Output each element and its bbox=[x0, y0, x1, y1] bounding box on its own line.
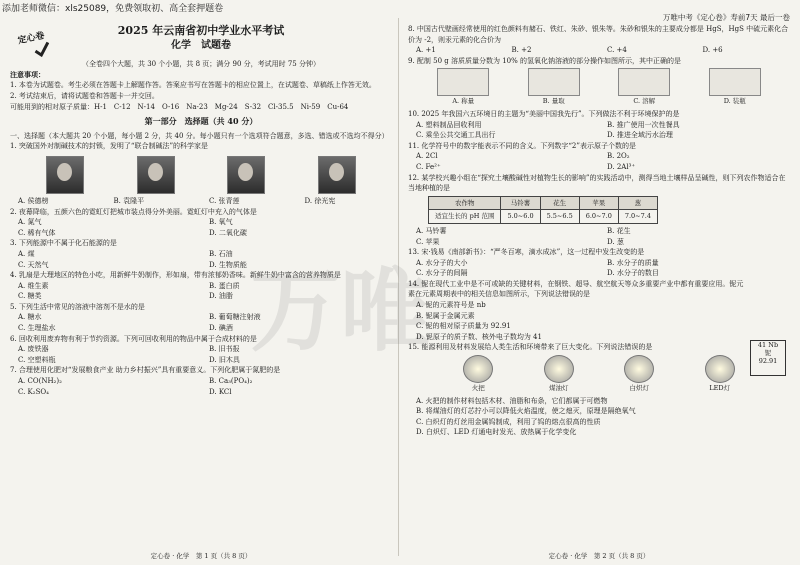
light-item bbox=[463, 355, 493, 394]
q3-options bbox=[10, 249, 392, 270]
question-10: 10. 2025 年我国六五环境日的主题为“美丽中国我先行”。下列做法不利于环境保护的是 bbox=[408, 109, 680, 118]
option: C. Fe²⁺ bbox=[416, 162, 441, 171]
option: B. 2O₂ bbox=[607, 152, 630, 161]
option: C. 空塑料瓶 bbox=[18, 355, 56, 364]
page-footer: 定心卷 · 化学 第 1 页（共 8 页） bbox=[150, 552, 252, 561]
light-item bbox=[544, 355, 574, 394]
table-cell: 5.0~6.0 bbox=[501, 210, 540, 224]
balance-image bbox=[437, 68, 489, 96]
question-7: 7. 合理使用化肥对“发展粮食产业 助力乡村振兴”具有重要意义。下列化肥属于氮肥的是 bbox=[10, 366, 281, 375]
table-cell: 6.0~7.0 bbox=[579, 210, 618, 224]
option: C. 天然气 bbox=[18, 260, 49, 269]
option: C. 张青莲 bbox=[209, 196, 240, 205]
notice-1: 1. 本卷为试题卷。考生必须在答题卡上解题作答。答案应书写在答题卡的相应位置上，在试题卷、草稿纸上作答无效。 bbox=[10, 81, 376, 90]
question-14: 14. 铌在现代工业中是不可或缺的关键材料，在钢铁、超导、航空航天等众多重要产业中都有重要应用。铌元素在元素周期表中的相关信息如图所示，下列说法错误的是 bbox=[408, 279, 744, 299]
torch-image bbox=[463, 355, 493, 383]
image-caption: 白炽灯 bbox=[629, 384, 649, 393]
element-name: 铌 bbox=[764, 349, 772, 357]
q4-options bbox=[10, 281, 392, 302]
q13-options bbox=[408, 258, 790, 279]
option: A. 糖水 bbox=[18, 313, 42, 322]
section1-instructions: 一、选择题（本大题共 20 个小题，每小题 2 分，共 40 分。每小题只有一个选项符合题意，多选、错选或不选均不得分） bbox=[10, 131, 389, 140]
question-3: 3. 下列能源中不属于化石能源的是 bbox=[10, 239, 117, 248]
option: A. +1 bbox=[416, 46, 436, 55]
q2-options bbox=[10, 217, 392, 238]
option: A. 煤 bbox=[18, 249, 35, 258]
option: D. 推进全域污水治理 bbox=[607, 131, 673, 140]
option: A. 火把的制作材料包括木材、油脂和布条，它们都属于可燃物 bbox=[416, 396, 608, 405]
option: A. 铌的元素符号是 nb bbox=[416, 301, 486, 310]
question-11: 11. 化学符号中的数字能表示不同的含义。下列数字“2”表示原子个数的是 bbox=[408, 141, 636, 150]
option: B. 量取 bbox=[542, 97, 565, 106]
q14-options bbox=[408, 300, 790, 342]
option: D. 生物质能 bbox=[209, 260, 247, 269]
table-cell: 5.5~6.5 bbox=[540, 210, 579, 224]
bulb-image bbox=[624, 355, 654, 383]
q12-options bbox=[408, 226, 790, 247]
portrait-image bbox=[46, 156, 84, 194]
option: B. 将煤油灯的灯芯拧小可以降低火焰温度，使之熄灭，原理是隔绝氧气 bbox=[416, 407, 636, 416]
option: B. 袁隆平 bbox=[113, 196, 145, 205]
table-header: 葱 bbox=[618, 196, 657, 210]
question-9: 9. 配制 50 g 溶质质量分数为 10% 的氢氧化钠溶液的部分操作如图所示，其中正确的是 bbox=[408, 56, 681, 65]
option: B. +2 bbox=[511, 46, 532, 55]
option: C. +4 bbox=[607, 46, 627, 55]
question-8: 8. 中国古代壁画经常使用的红色颜料有赭石、铁红、朱砂、银朱等。朱砂和银朱的主要成分都是 HgS，HgS 中硫元素化合价为 -2，则汞元素的化合价为 bbox=[408, 25, 789, 44]
series-header: 万唯中考《定心卷》寿前7天 最后一卷 bbox=[662, 13, 790, 22]
option: C. 生理盐水 bbox=[18, 324, 56, 333]
option: B. 氧气 bbox=[209, 218, 233, 227]
q9-lab-images bbox=[418, 68, 780, 107]
question-1: 1. 突破国外对制碱技术的封锁，发明了“联合制碱法”的科学家是 bbox=[10, 142, 209, 151]
q11-options bbox=[408, 151, 790, 172]
option: D. 白炽灯、LED 灯通电时发光、放热属于化学变化 bbox=[416, 428, 577, 437]
option: D. 装瓶 bbox=[723, 97, 746, 106]
option: A. 水分子的大小 bbox=[416, 258, 468, 267]
q7-options bbox=[10, 376, 392, 397]
option: C. 苹果 bbox=[416, 237, 440, 246]
q1-options bbox=[10, 196, 392, 207]
logo-text: 定心卷 bbox=[17, 31, 46, 47]
image-caption: 煤油灯 bbox=[549, 384, 569, 393]
lab-step bbox=[618, 68, 670, 107]
light-item bbox=[624, 355, 654, 394]
left-page bbox=[10, 24, 392, 561]
lab-step bbox=[437, 68, 489, 107]
table-header: 苹果 bbox=[579, 196, 618, 210]
option: A. 废铁器 bbox=[18, 345, 49, 354]
table-cell: 7.0~7.4 bbox=[618, 210, 657, 224]
q5-options bbox=[10, 312, 392, 333]
part1-heading: 第一部分 选择题（共 40 分） bbox=[144, 116, 258, 127]
option: D. 葱 bbox=[607, 237, 624, 246]
option: C. K₂SO₄ bbox=[18, 387, 49, 396]
background-watermark-shape: 万唯 bbox=[250, 259, 430, 364]
question-4: 4. 乳扇是大理地区的特色小吃，用新鲜牛奶制作，形如扇，带有浓郁奶香味。新鲜牛奶中富含的营养物质是 bbox=[10, 271, 341, 280]
notice-2: 2. 考试结束后，请将试题卷和答题卡一并交回。 bbox=[10, 91, 159, 100]
option: C. 稀有气体 bbox=[18, 228, 56, 237]
bottle-image bbox=[709, 68, 761, 96]
option: B. 蛋白质 bbox=[209, 281, 240, 290]
option: A. 称量 bbox=[452, 97, 475, 106]
portrait-image bbox=[137, 156, 175, 194]
element-symbol: Nb bbox=[768, 341, 779, 349]
option: D. 铌原子的质子数、核外电子数均为 41 bbox=[416, 332, 542, 341]
notice-title: 注意事项： bbox=[10, 69, 45, 79]
q6-options bbox=[10, 344, 392, 365]
option: D. 水分子的数目 bbox=[607, 269, 659, 278]
beaker-image bbox=[618, 68, 670, 96]
checkmark-icon bbox=[33, 41, 52, 58]
option: C. 糖类 bbox=[18, 292, 42, 301]
option: A. 氮气 bbox=[18, 218, 42, 227]
portrait-image bbox=[227, 156, 265, 194]
ph-table bbox=[428, 196, 658, 224]
q15-images bbox=[438, 355, 760, 394]
option: B. 铌属于金属元素 bbox=[416, 311, 475, 320]
option: C. 溶解 bbox=[633, 97, 656, 106]
option: D. 油脂 bbox=[209, 292, 233, 301]
cylinder-image bbox=[528, 68, 580, 96]
exam-info: （全卷四个大题，共 30 个小题，共 8 页；满分 90 分，考试用时 75 分钟） bbox=[82, 60, 320, 69]
niobium-element-card bbox=[750, 340, 786, 376]
option: A. 2Cl bbox=[416, 152, 438, 161]
exam-title: 2025 年云南省初中学业水平考试 bbox=[117, 24, 285, 37]
watermark-text: 添加老师微信：xls25089，免费领取初、高全套押题卷 bbox=[2, 4, 224, 14]
question-5: 5. 下列生活中常见的溶液中溶剂不是水的是 bbox=[10, 302, 145, 311]
question-13: 13. 宋·钱易《南部新书》：“严冬百寒，滴水成冰”，这一过程中发生改变的是 bbox=[408, 248, 645, 257]
option: B. 水分子的质量 bbox=[607, 258, 659, 267]
q1-portraits bbox=[20, 156, 382, 194]
option: A. 塑料制品回收利用 bbox=[416, 120, 482, 129]
option: A. 维生素 bbox=[18, 281, 49, 290]
q15-options bbox=[408, 396, 790, 438]
atomic-mass: 92.91 bbox=[758, 357, 778, 365]
table-header: 农作物 bbox=[429, 196, 501, 210]
q10-options bbox=[408, 120, 790, 141]
question-2: 2. 夜幕降临，五颜六色的霓虹灯把城市装点得分外美丽。霓虹灯中充入的气体是 bbox=[10, 207, 257, 216]
option: D. 徐光宪 bbox=[304, 196, 336, 205]
option: D. KCl bbox=[209, 387, 232, 396]
option: C. 乘坐公共交通工具出行 bbox=[416, 131, 496, 140]
q8-options bbox=[408, 45, 790, 56]
table-header: 马铃薯 bbox=[501, 196, 540, 210]
image-caption: 火把 bbox=[471, 384, 485, 393]
option: B. 石油 bbox=[209, 249, 233, 258]
option: A. 侯德榜 bbox=[18, 196, 49, 205]
atomic-number: 41 bbox=[757, 341, 767, 349]
lab-step bbox=[528, 68, 580, 107]
option: A. 马铃薯 bbox=[416, 226, 447, 235]
lab-step bbox=[709, 68, 761, 107]
light-item bbox=[705, 355, 735, 394]
option: C. 白炽灯的灯丝用金属钨制成，利用了钨的熔点很高的性质 bbox=[416, 417, 601, 426]
option: B. 旧书报 bbox=[209, 345, 240, 354]
exam-subtitle: 化学 试题卷 bbox=[171, 39, 231, 51]
option: D. 碘酒 bbox=[209, 324, 233, 333]
option: A. CO(NH₂)₂ bbox=[18, 377, 62, 386]
option: B. 推广使用一次性餐具 bbox=[607, 120, 680, 129]
table-row-label: 适宜生长的 pH 范围 bbox=[429, 210, 501, 224]
option: D. 二氧化碳 bbox=[209, 228, 247, 237]
option: C. 水分子的间隔 bbox=[416, 269, 468, 278]
option: D. +6 bbox=[702, 46, 723, 55]
oil-lamp-image bbox=[544, 355, 574, 383]
right-page bbox=[408, 24, 790, 561]
page-footer: 定心卷 · 化学 第 2 页（共 8 页） bbox=[548, 552, 650, 561]
option: B. Ca₃(PO₄)₂ bbox=[209, 377, 253, 386]
question-15: 15. 能源利用及材料发展给人类生活和环境带来了巨大变化。下列说法错误的是 bbox=[408, 343, 653, 352]
question-12: 12. 某学校兴趣小组在“探究土壤酸碱性对植物生长的影响”的实践活动中，测得当地土壤样品呈碱性，则下列农作物适合在当地种植的是 bbox=[408, 173, 786, 193]
led-image bbox=[705, 355, 735, 383]
option: C. 铌的相对原子质量为 92.91 bbox=[416, 322, 511, 331]
option: B. 花生 bbox=[607, 226, 631, 235]
image-caption: LED灯 bbox=[709, 384, 731, 393]
option: D. 2Al³⁺ bbox=[607, 162, 636, 171]
question-6: 6. 回收利用废弃物有利于节约资源。下列可回收利用的物品中属于合成材料的是 bbox=[10, 334, 257, 343]
option: D. 旧木具 bbox=[209, 355, 240, 364]
option: B. 葡萄糖注射液 bbox=[209, 313, 261, 322]
atomic-masses: 可能用到的相对原子质量：H-1 C-12 N-14 O-16 Na-23 Mg-24 S-32 Cl-35.5 Ni-59 Cu-64 bbox=[10, 102, 349, 111]
portrait-image bbox=[318, 156, 356, 194]
table-header: 花生 bbox=[540, 196, 579, 210]
